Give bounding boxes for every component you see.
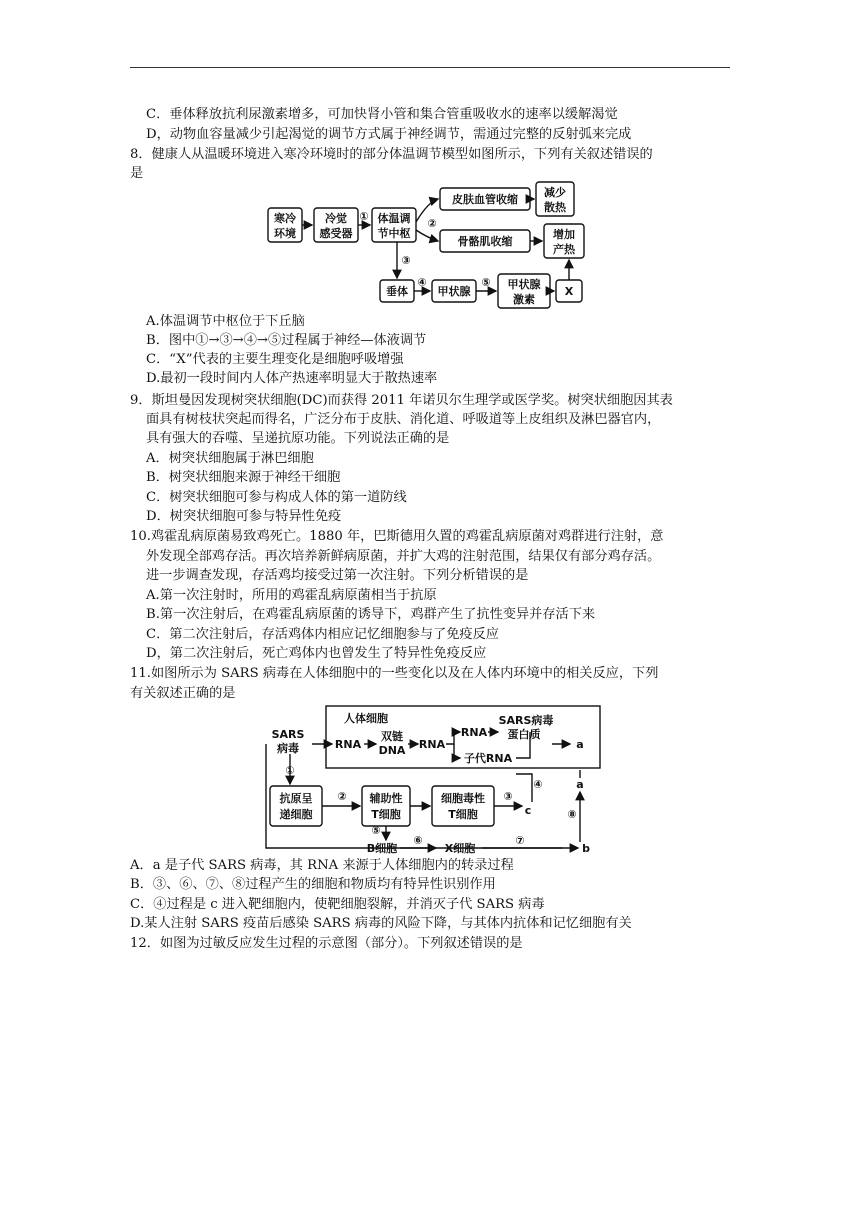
label-receptor: 感受器 bbox=[319, 227, 353, 240]
q10-stem: 10.鸡霍乱病原菌易致鸡死亡。1880 年，巴斯德用久置的鸡霍乱病原菌对鸡群进行注射，意 bbox=[130, 529, 664, 544]
num-4: ④ bbox=[417, 276, 427, 289]
q10-stem-2: 外发现全部鸡存活。再次培养新鲜病原菌，并扩大鸡的注射范围，结果仅有部分鸡存活。 bbox=[146, 549, 661, 564]
label-rna-2: RNA bbox=[418, 738, 446, 751]
q8-stem: 8．健康人从温暖环境进入寒冷环境时的部分体温调节模型如图所示，下列有关叙述错误的 bbox=[130, 147, 653, 162]
label-apc-1: 抗原呈 bbox=[279, 792, 313, 805]
label-thyroid-h1: 甲状腺 bbox=[507, 278, 541, 291]
label-b: b bbox=[582, 842, 590, 854]
q9-option-a: A．树突状细胞属于淋巴细胞 bbox=[146, 451, 314, 466]
label-env: 环境 bbox=[274, 227, 296, 240]
q11-stem: 11.如图所示为 SARS 病毒在人体细胞中的一些变化以及在人体内环境中的相关反应，下列 bbox=[130, 666, 659, 681]
q11-option-a: A．a 是子代 SARS 病毒，其 RNA 来源于人体细胞内的转录过程 bbox=[130, 858, 514, 873]
q9-option-c: C．树突状细胞可参与构成人体的第一道防线 bbox=[146, 490, 407, 505]
label-c: c bbox=[524, 804, 532, 817]
label-virus: 病毒 bbox=[277, 742, 299, 755]
q8-stem-cont: 是 bbox=[130, 166, 144, 181]
label-thyroid: 甲状腺 bbox=[437, 285, 471, 298]
q8-option-b: B．图中①→③→④→⑤过程属于神经—体液调节 bbox=[146, 333, 427, 348]
label-rna-1: RNA bbox=[334, 738, 362, 751]
q8-option-c: C．“X”代表的主要生理变化是细胞呼吸增强 bbox=[146, 352, 404, 367]
num-1: ① bbox=[359, 210, 369, 223]
label-protein: 蛋白质 bbox=[507, 728, 541, 741]
num-4: ④ bbox=[533, 778, 543, 791]
thermoregulation-diagram bbox=[262, 180, 602, 312]
label-ctl-1: 细胞毒性 bbox=[441, 792, 485, 805]
q9-option-b: B．树突状细胞来源于神经干细胞 bbox=[146, 470, 341, 485]
q9-stem-3: 具有强大的吞噬、呈递抗原功能。下列说法正确的是 bbox=[146, 431, 450, 446]
label-ctl-2: T细胞 bbox=[448, 808, 478, 821]
label-human-cell: 人体细胞 bbox=[344, 712, 388, 725]
label-heat-gen: 产热 bbox=[553, 243, 575, 256]
label-add: 增加 bbox=[553, 228, 575, 241]
num-5: ⑤ bbox=[371, 824, 381, 837]
label-sars: SARS bbox=[271, 728, 305, 741]
num-3: ③ bbox=[503, 790, 513, 803]
label-center-2: 节中枢 bbox=[377, 227, 411, 240]
q9-stem: 9．斯坦曼因发现树突状细胞(DC)而获得 2011 年诺贝尔生理学或医学奖。树突状细胞因其表 bbox=[130, 393, 673, 408]
label-a-1: a bbox=[576, 738, 584, 751]
label-apc-2: 递细胞 bbox=[279, 808, 313, 821]
q11-stem-2: 有关叙述正确的是 bbox=[130, 686, 236, 701]
q9-stem-2: 面具有树枝状突起而得名，广泛分布于皮肤、消化道、呼吸道等上皮组织及淋巴器官内， bbox=[146, 412, 661, 427]
q10-option-d: D，第二次注射后，死亡鸡体内也曾发生了特异性免疫反应 bbox=[146, 646, 487, 661]
label-thyroid-h2: 激素 bbox=[513, 293, 535, 306]
q7-option-d: D，动物血容量减少引起渴觉的调节方式属于神经调节，需通过完整的反射弧来完成 bbox=[146, 127, 632, 142]
q10-option-a: A.第一次注射时，所用的鸡霍乱病原菌相当于抗原 bbox=[146, 588, 437, 603]
label-reduce: 减少 bbox=[544, 186, 566, 199]
num-1: ① bbox=[285, 764, 295, 777]
label-child-rna: 子代RNA bbox=[463, 752, 513, 765]
label-a-2: a bbox=[576, 778, 584, 791]
label-center-1: 体温调 bbox=[377, 212, 411, 225]
q10-option-b: B.第一次注射后，在鸡霍乱病原菌的诱导下，鸡群产生了抗性变异并存活下来 bbox=[146, 607, 596, 622]
num-2: ② bbox=[337, 790, 347, 803]
q10-stem-3: 进一步调查发现，存活鸡均接受过第一次注射。下列分析错误的是 bbox=[146, 568, 529, 583]
label-b-cell: B细胞 bbox=[366, 842, 398, 854]
label-heat-loss: 散热 bbox=[544, 201, 566, 214]
label-dna: DNA bbox=[378, 744, 406, 757]
num-8: ⑧ bbox=[567, 808, 577, 821]
label-rna-3: RNA bbox=[460, 726, 488, 739]
num-2: ② bbox=[427, 217, 437, 230]
q11-option-c: C．④过程是 c 进入靶细胞内，使靶细胞裂解，并消灭子代 SARS 病毒 bbox=[130, 897, 545, 912]
q8-option-d: D.最初一段时间内人体产热速率明显大于散热速率 bbox=[146, 371, 438, 386]
q7-option-c: C．垂体释放抗利尿激素增多，可加快肾小管和集合管重吸收水的速率以缓解渴觉 bbox=[146, 107, 618, 122]
header-rule bbox=[130, 67, 730, 68]
q12-stem: 12．如图为过敏反应发生过程的示意图（部分）。下列叙述错误的是 bbox=[130, 936, 523, 951]
q11-option-b: B．③、⑥、⑦、⑧过程产生的细胞和物质均有特异性识别作用 bbox=[130, 877, 496, 892]
num-7: ⑦ bbox=[515, 834, 525, 847]
label-helper-2: T细胞 bbox=[371, 808, 401, 821]
label-cold: 寒冷 bbox=[274, 212, 296, 225]
num-3: ③ bbox=[401, 254, 411, 267]
label-muscle: 骨骼肌收缩 bbox=[457, 235, 513, 248]
label-sars-virus: SARS病毒 bbox=[498, 714, 554, 727]
sars-immune-diagram bbox=[262, 702, 604, 854]
q10-option-c: C．第二次注射后，存活鸡体内相应记忆细胞参与了免疫反应 bbox=[146, 627, 499, 642]
label-pituitary: 垂体 bbox=[386, 285, 408, 298]
q8-option-a: A.体温调节中枢位于下丘脑 bbox=[146, 314, 305, 329]
q11-option-d: D.某人注射 SARS 疫苗后感染 SARS 病毒的风险下降，与其体内抗体和记忆细胞有关 bbox=[130, 916, 632, 931]
num-6: ⑥ bbox=[413, 834, 423, 847]
label-x-cell: X细胞 bbox=[444, 842, 476, 854]
q9-option-d: D．树突状细胞可参与特异性免疫 bbox=[146, 509, 342, 524]
label-skin: 皮肤血管收缩 bbox=[452, 193, 518, 206]
label-helper-1: 辅助性 bbox=[369, 792, 403, 805]
num-5: ⑤ bbox=[481, 276, 491, 289]
label-x: X bbox=[564, 285, 574, 298]
label-cold-sense: 冷觉 bbox=[325, 212, 347, 225]
label-double: 双链 bbox=[381, 730, 403, 743]
